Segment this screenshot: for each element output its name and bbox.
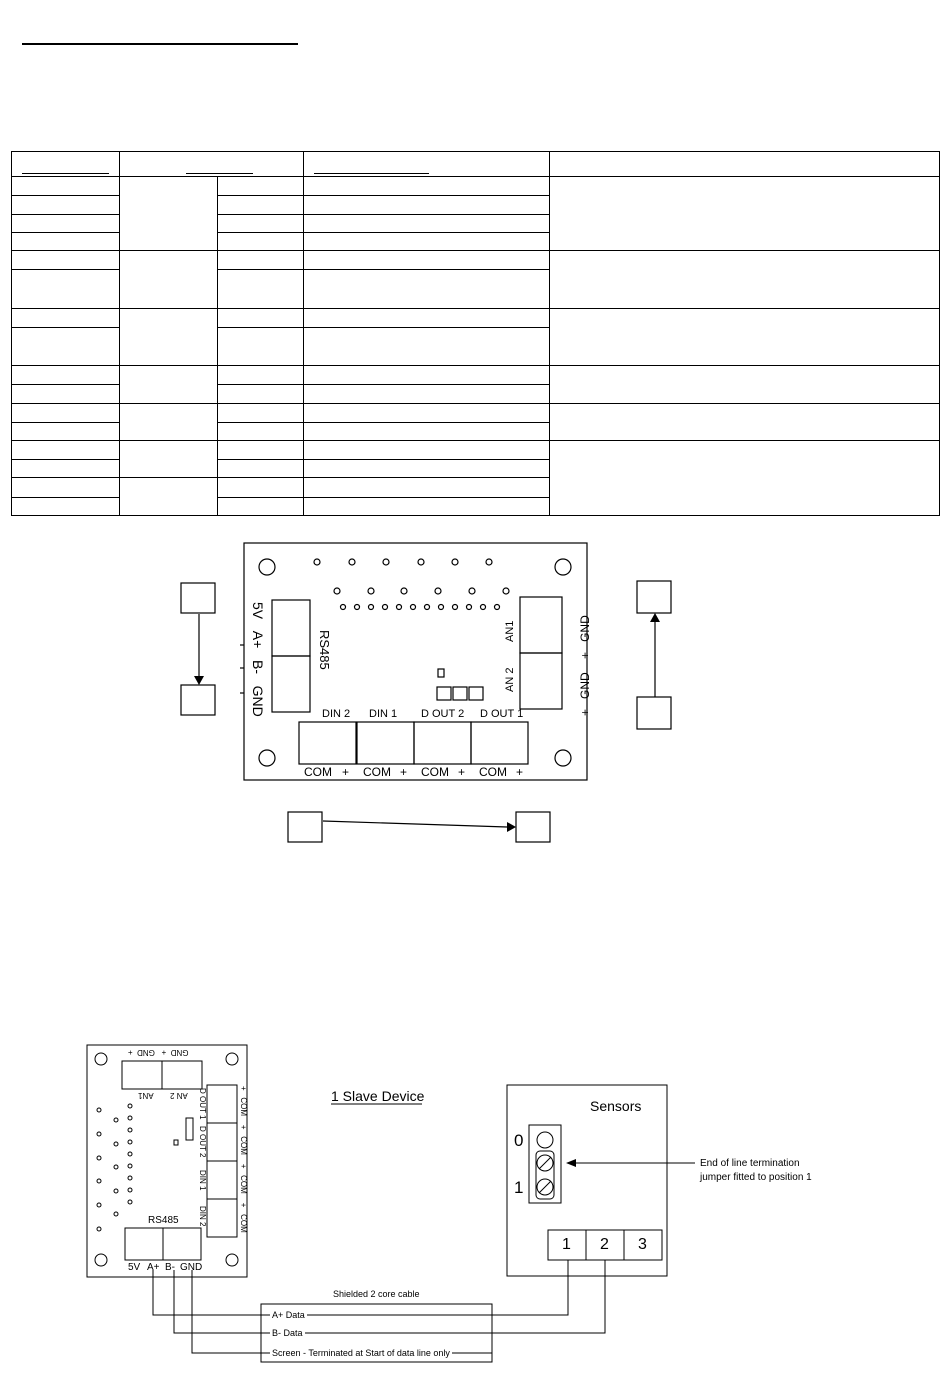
slave-side-pins [239, 1086, 248, 1233]
slave-side-label: D OUT 2 [198, 1126, 207, 1158]
terminal-label: 1 [562, 1236, 571, 1253]
slave-top-pin: GND [170, 1048, 189, 1057]
cable-line-screen: Screen - Terminated at Start of data line only [272, 1348, 450, 1358]
pin-label: + [578, 708, 592, 716]
cable-label: Shielded 2 core cable [333, 1289, 420, 1299]
slave-side-label: DIN 2 [198, 1206, 207, 1227]
wiring-title: 1 Slave Device [331, 1088, 425, 1104]
slave-pin-label: GND [180, 1262, 203, 1273]
termination-note-line: End of line termination [700, 1158, 800, 1169]
bottom-pin-label: + [458, 765, 466, 779]
bottom-pin-label: + [516, 765, 524, 779]
dout2-label: D OUT 2 [421, 708, 465, 720]
an1-label: AN1 [504, 620, 516, 642]
arrow-head [566, 1159, 576, 1167]
bottom-pin-label: + [342, 765, 350, 779]
rs485-connector [125, 1228, 163, 1260]
wire-a [153, 1260, 568, 1315]
rs485-connector [163, 1228, 201, 1260]
side-pin: COM [239, 1136, 248, 1155]
pin-label: GND [578, 672, 592, 699]
side-pin: COM [239, 1175, 248, 1194]
slave-pin-label: A+ [147, 1262, 160, 1273]
slave-pin-label: 5V [128, 1262, 141, 1273]
bottom-pin-label: COM [304, 765, 332, 779]
bottom-pin-label: + [400, 765, 408, 779]
termination-note-line: jumper fitted to position 1 [700, 1172, 812, 1183]
wire-screen [192, 1270, 492, 1353]
an2-label: AN 2 [504, 667, 516, 692]
slave-an2-label: AN 2 [170, 1091, 188, 1100]
terminal-label: 2 [600, 1236, 609, 1253]
pin-label: B- [250, 659, 266, 674]
board-holes [97, 1104, 132, 1231]
pin-label: + [578, 651, 592, 659]
side-pin: + [239, 1124, 248, 1130]
jumper-header [529, 1125, 561, 1203]
terminal-label: 3 [638, 1236, 647, 1253]
side-pin: + [239, 1202, 248, 1208]
pin-label: 5V [250, 602, 266, 620]
cable-line-b: B- Data [272, 1328, 303, 1338]
rs485-label: RS485 [317, 630, 332, 670]
jumper-label-0: 0 [514, 1131, 524, 1150]
din1-label: DIN 1 [369, 708, 398, 720]
slave-top-pin: + [128, 1048, 133, 1057]
pin-label: A+ [250, 630, 266, 649]
slave-pin-label: B- [165, 1262, 175, 1273]
dout1-label: D OUT 1 [480, 708, 524, 720]
pin-label: GND [578, 615, 592, 642]
slave-an1-label: AN1 [138, 1091, 154, 1100]
slave-top-pins [128, 1048, 188, 1057]
slave-top-pin: + [161, 1048, 167, 1057]
side-pin: COM [239, 1097, 248, 1117]
slave-rs485-label: RS485 [148, 1215, 179, 1226]
jumper-label-1: 1 [514, 1178, 524, 1197]
an-connector [162, 1061, 202, 1089]
bottom-pin-label: COM [363, 765, 391, 779]
sensors-title: Sensors [590, 1098, 642, 1114]
bottom-pin-label: COM [479, 765, 507, 779]
side-pin: + [239, 1086, 248, 1091]
slave-side-label: DIN 1 [198, 1170, 207, 1191]
side-pin: + [239, 1163, 248, 1169]
bottom-pin-label: COM [421, 765, 449, 779]
pin-label: GND [250, 685, 266, 717]
an-connector [122, 1061, 162, 1089]
cable-line-a: A+ Data [272, 1310, 305, 1320]
side-pin: COM [239, 1214, 248, 1233]
slave-top-pin: GND [137, 1048, 155, 1057]
slave-side-label: D OUT 1 [198, 1088, 207, 1120]
din2-label: DIN 2 [322, 708, 351, 720]
